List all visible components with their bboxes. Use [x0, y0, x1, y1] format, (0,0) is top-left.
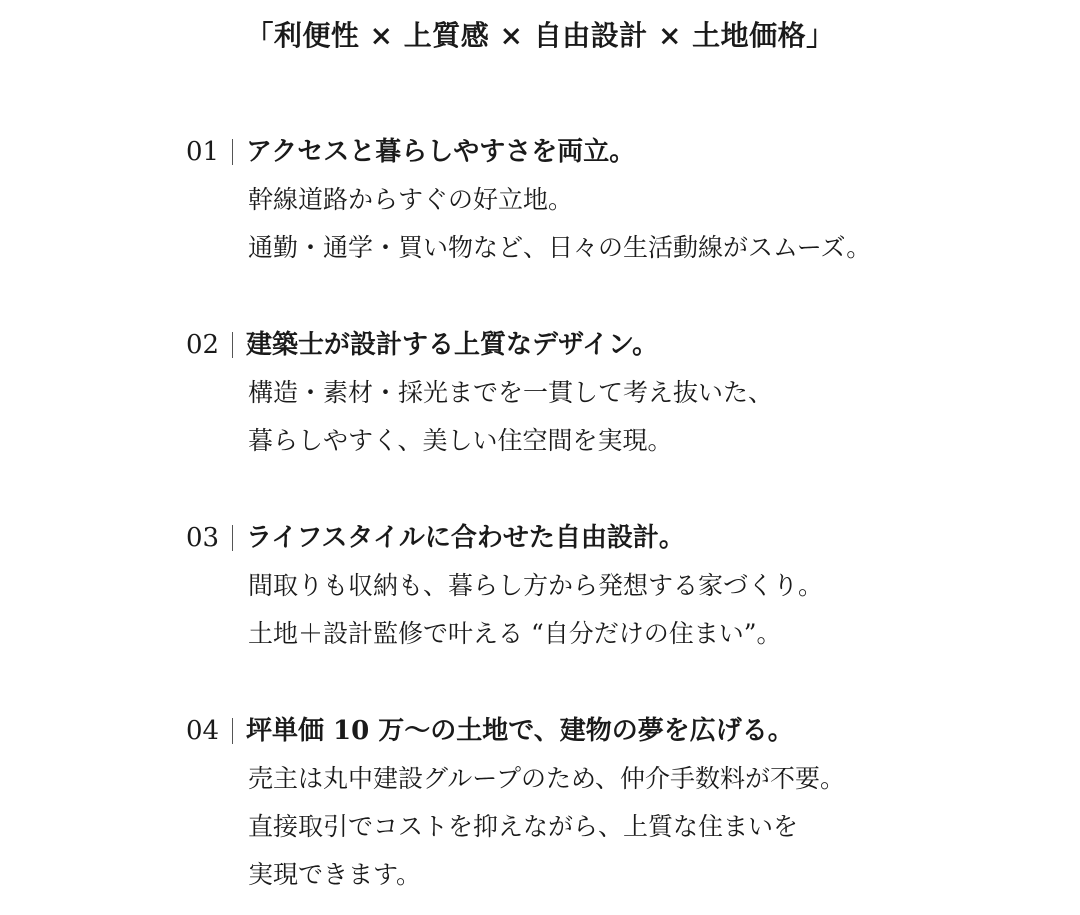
feature-description: [186, 562, 1046, 658]
feature-item-03: [186, 514, 1046, 658]
feature-number: 01: [186, 137, 220, 167]
feature-description-line: 間取りも収納も、暮らし方から発想する家づくり。: [248, 571, 824, 600]
feature-description: [186, 755, 1046, 899]
feature-list: [186, 128, 1046, 899]
feature-description: [186, 176, 1046, 272]
feature-description-line: 暮らしやすく、美しい住空間を実現。: [248, 426, 673, 455]
feature-number: 03: [186, 523, 220, 553]
feature-heading: [186, 128, 1046, 176]
feature-description-line: 土地＋設計監修で叶える “自分だけの住まい”。: [248, 619, 782, 648]
feature-number: 02: [186, 330, 220, 360]
feature-description: [186, 369, 1046, 465]
feature-item-02: [186, 321, 1046, 465]
feature-description-line: 直接取引でコストを抑えながら、上質な住まいを: [248, 812, 799, 841]
vertical-divider: [232, 332, 233, 358]
feature-description-line: 構造・素材・採光までを一貫して考え抜いた、: [248, 378, 774, 407]
headline: 「利便性 × 上質感 × 自由設計 × 土地価格」: [245, 19, 835, 52]
feature-title: アクセスと暮らしやすさを両立。: [246, 137, 636, 167]
feature-description-line: 幹線道路からすぐの好立地。: [248, 185, 574, 214]
feature-heading: [186, 514, 1046, 562]
feature-heading: [186, 707, 1046, 755]
feature-item-01: [186, 128, 1046, 272]
vertical-divider: [232, 718, 233, 744]
vertical-divider: [232, 525, 233, 551]
feature-title: 坪単価 10 万〜の土地で、建物の夢を広げる。: [246, 716, 794, 746]
feature-title: 建築士が設計する上質なデザイン。: [246, 330, 659, 360]
feature-title: ライフスタイルに合わせた自由設計。: [246, 523, 685, 553]
feature-heading: [186, 321, 1046, 369]
feature-description-line: 売主は丸中建設グループのため、仲介手数料が不要。: [248, 764, 846, 793]
feature-item-04: [186, 707, 1046, 899]
feature-description-line: 通勤・通学・買い物など、日々の生活動線がスムーズ。: [248, 233, 872, 262]
feature-number: 04: [186, 716, 220, 746]
feature-description-line: 実現できます。: [248, 860, 422, 889]
vertical-divider: [232, 139, 233, 165]
